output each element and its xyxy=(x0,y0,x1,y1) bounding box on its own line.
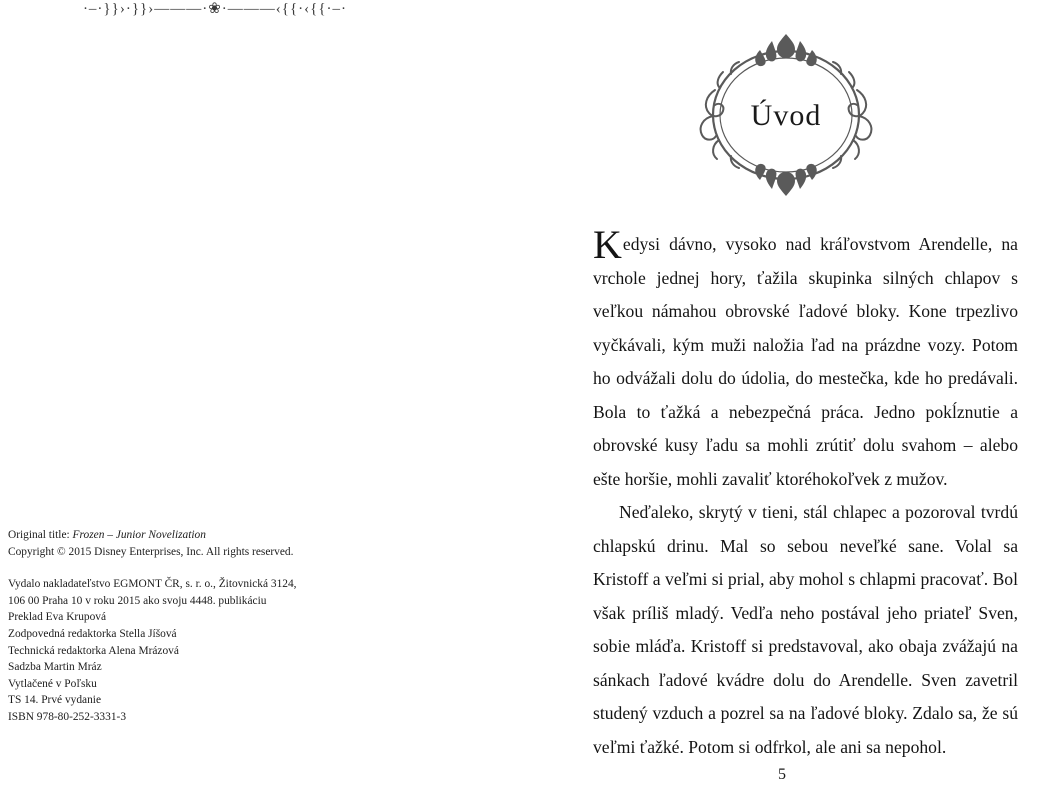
original-title-line xyxy=(8,527,428,544)
printed-in-line: Vytlačené v Poľsku xyxy=(8,677,97,690)
verso-page xyxy=(0,0,521,800)
colophon-block xyxy=(8,527,428,726)
typesetting-line: Sadzba Martin Mráz xyxy=(8,661,102,674)
translation-line: Preklad Eva Krupová xyxy=(8,611,107,624)
page-number: 5 xyxy=(778,766,786,783)
publisher-line-1: Vydalo nakladateľstvo EGMONT ČR, s. r. o., Žitovnická 3124, xyxy=(8,578,297,591)
chapter-heading xyxy=(671,28,901,203)
technical-editor-line: Technická redaktorka Alena Mrázová xyxy=(8,644,179,657)
page-title: Úvod xyxy=(750,98,822,132)
body-text xyxy=(593,222,1018,764)
copyright-line: Copyright © 2015 Disney Enterprises, Inc. All rights reserved. xyxy=(8,545,294,558)
paragraph-second: Neďaleko, skrytý v tieni, stál chlapec a pozoroval tvrdú chlapskú drinu. Mal so sebou neveľké sane. Volal sa Kristoff a veľmi si prial, aby mohol s chlapmi pracovať. Bol však príliš mladý. Vedľa neho postával jeho priateľ Sven, sobie mláďa. Kristoff si predstavoval, ako obaja zvážajú na sánkach ľadové kvádre dolu do Arendelle. Sven zavetril studený vzduch a pozrel sa na ľadové bloky. Zdalo sa, že sú veľmi ťažké. Potom si odfrkol, ale ani sa nepohol. xyxy=(593,502,1018,757)
original-title-value: Frozen – Junior Novelization xyxy=(72,529,206,541)
responsible-editor-line: Zodpovedná redaktorka Stella Jíšová xyxy=(8,627,177,640)
publisher-line-2: 106 00 Praha 10 v roku 2015 ako svoju 4448. publikáciu xyxy=(8,594,267,607)
isbn-line: ISBN 978-80-252-3331-3 xyxy=(8,710,127,723)
paragraph-first xyxy=(593,222,1018,496)
recto-page xyxy=(521,0,1043,800)
edition-line: TS 14. Prvé vydanie xyxy=(8,694,102,707)
paragraph-first-text: edysi dávno, vysoko nad kráľovstvom Arendelle, na vrchole jednej hory, ťažila skupinka silných chlapov s veľkou námahou obrovské ľadové bloky. Kone trpezlivo vyčkávali, kým muži naložia ľad na prázdne vozy. Potom ho odvážali dolu do údolia, do mestečka, kde ho predávali. Bola to ťažká a nebezpečná práca. Jedno pokĺznutie a obrovské kusy ľadu sa mohli zrútiť dolu svahom – alebo ešte horšie, mohli zavaliť ktoréhokoľvek z mužov. xyxy=(593,234,1018,489)
original-title-label: Original title: xyxy=(8,529,70,541)
colophon-spacer xyxy=(8,560,428,576)
flourish-ornament-icon: ·–·}}›·}}›———·❀·———‹{{·‹{{·–· xyxy=(82,1,348,17)
drop-cap: K xyxy=(593,222,622,267)
